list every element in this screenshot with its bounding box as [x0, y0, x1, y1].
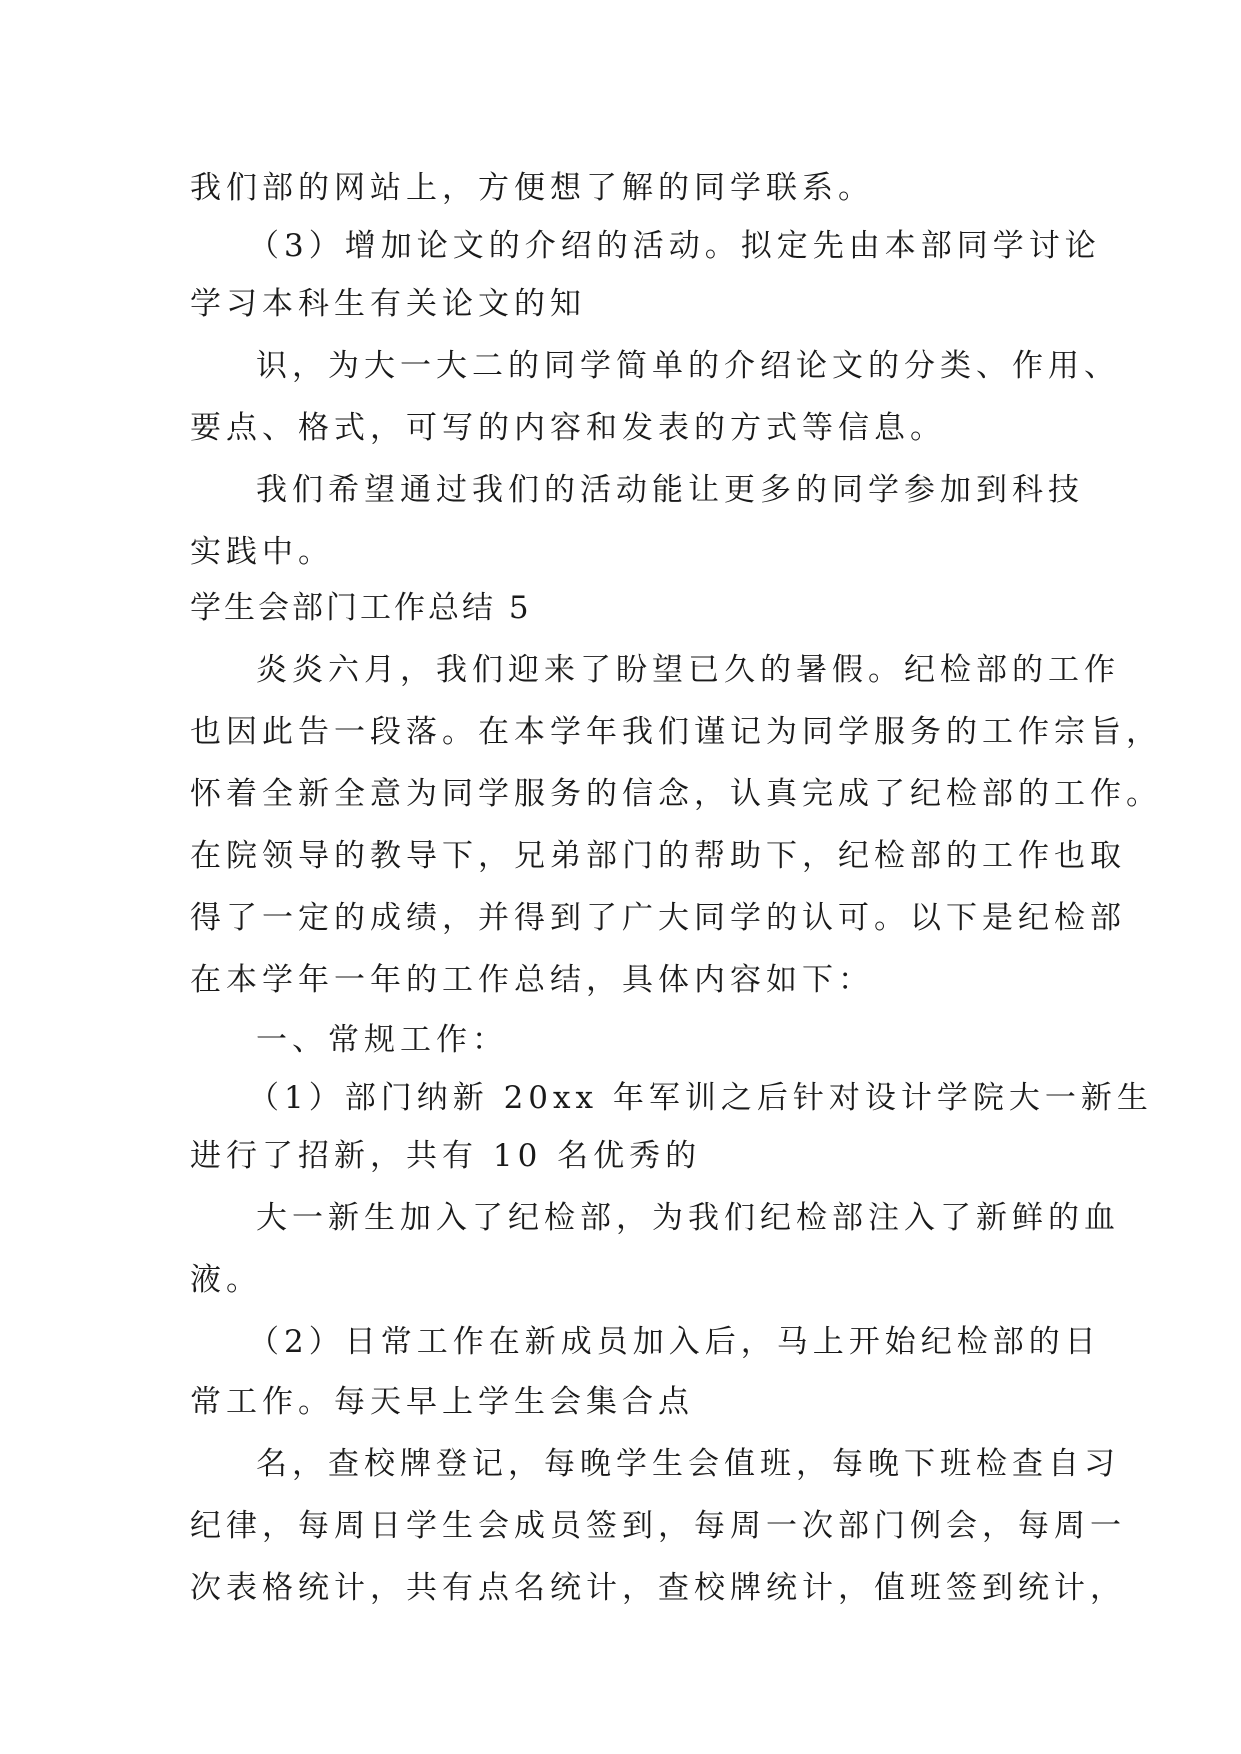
text-line: 纪律，每周日学生会成员签到，每周一次部门例会，每周一	[190, 1508, 1126, 1544]
text-line: （2）日常工作在新成员加入后，马上开始纪检部的日	[248, 1324, 1101, 1360]
text-line: 我们希望通过我们的活动能让更多的同学参加到科技	[256, 472, 1084, 508]
text-line: 学习本科生有关论文的知	[190, 286, 586, 322]
text-line: 要点、格式，可写的内容和发表的方式等信息。	[190, 410, 946, 446]
text-line: 怀着全新全意为同学服务的信念，认真完成了纪检部的工作。	[190, 776, 1162, 812]
text-line: 液。	[190, 1262, 262, 1298]
text-line: （3）增加论文的介绍的活动。拟定先由本部同学讨论	[248, 228, 1101, 264]
text-line: 名，查校牌登记，每晚学生会值班，每晚下班检查自习	[256, 1446, 1120, 1482]
text-line: 次表格统计，共有点名统计，查校牌统计，值班签到统计，	[190, 1570, 1126, 1606]
text-line: （1）部门纳新 20xx 年军训之后针对设计学院大一新生	[248, 1080, 1153, 1116]
text-line: 也因此告一段落。在本学年我们谨记为同学服务的工作宗旨，	[190, 714, 1162, 750]
text-line: 常工作。每天早上学生会集合点	[190, 1384, 694, 1420]
text-line: 大一新生加入了纪检部，为我们纪检部注入了新鲜的血	[256, 1200, 1120, 1236]
text-line: 炎炎六月，我们迎来了盼望已久的暑假。纪检部的工作	[256, 652, 1120, 688]
text-line: 实践中。	[190, 534, 334, 570]
subsection-heading: 一、常规工作：	[256, 1022, 508, 1058]
text-line: 识，为大一大二的同学简单的介绍论文的分类、作用、	[256, 348, 1120, 384]
section-heading: 学生会部门工作总结 5	[190, 590, 532, 626]
text-line: 进行了招新，共有 10 名优秀的	[190, 1138, 702, 1174]
text-line: 得了一定的成绩，并得到了广大同学的认可。以下是纪检部	[190, 900, 1126, 936]
text-line: 在本学年一年的工作总结，具体内容如下：	[190, 962, 874, 998]
text-line: 在院领导的教导下，兄弟部门的帮助下，纪检部的工作也取	[190, 838, 1126, 874]
text-line: 我们部的网站上，方便想了解的同学联系。	[190, 170, 874, 206]
